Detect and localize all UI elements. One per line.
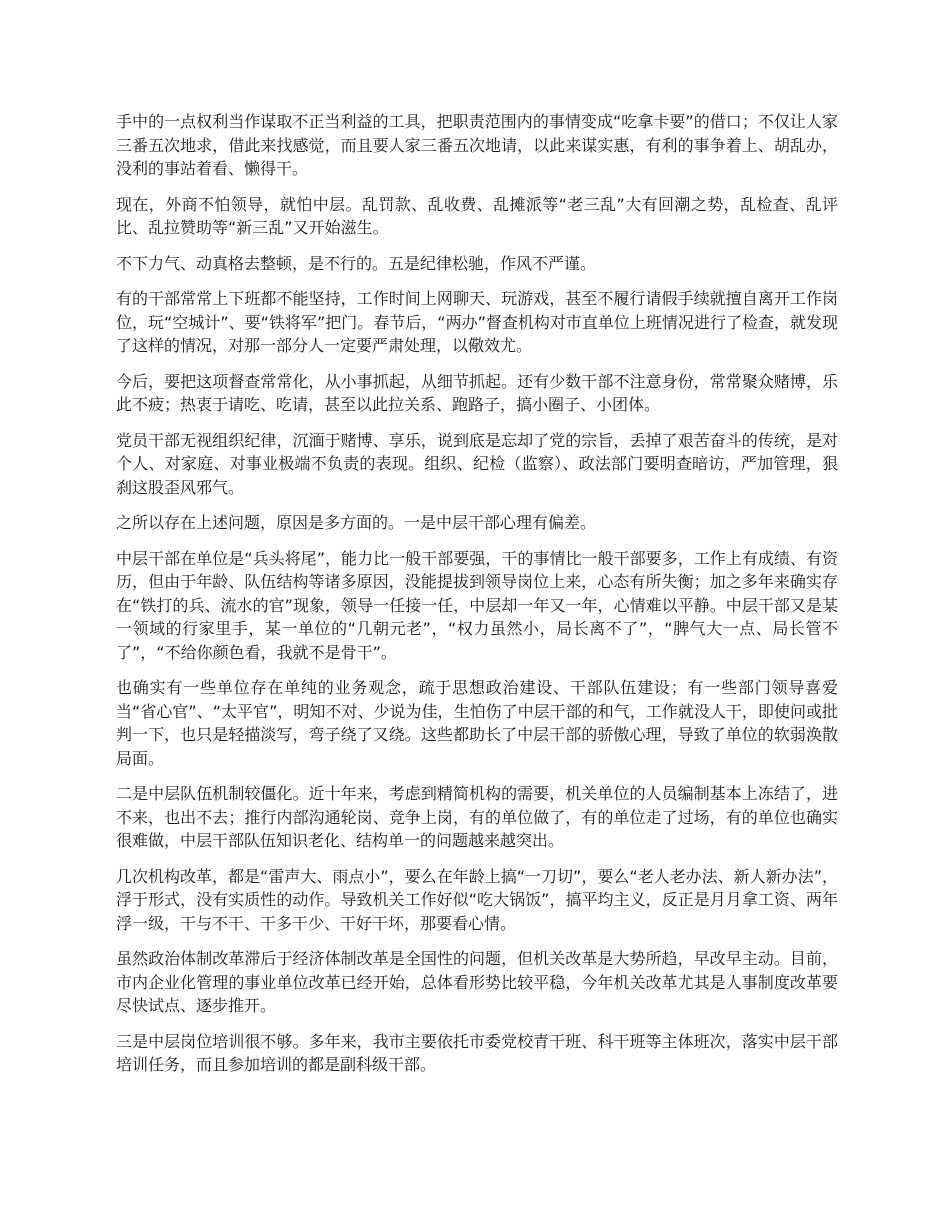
paragraph-1: 手中的一点权利当作谋取不正当利益的工具，把职责范围内的事情变成“吃拿卡要”的借口；不仅让人家三番五次地求，借此来找感觉，而且要人家三番五次地请，以此来谋实惠，有利的事争着上、胡乱办，没利的事站着看、懒得干。: [116, 112, 838, 178]
document-body: [116, 110, 838, 1089]
paragraph-5: 今后，要把这项督查常常化，从小事抓起，从细节抓起。还有少数干部不注意身份，常常聚众赌博，乐此不疲；热衷于请吃、吃请，甚至以此拉关系、跑路子，搞小圈子、小团体。: [116, 371, 838, 414]
paragraph-6: 党员干部无视组织纪律，沉湎于赌博、享乐，说到底是忘却了党的宗旨，丢掉了艰苦奋斗的传统，是对个人、对家庭、对事业极端不负责的表现。组织、纪检（监察）、政法部门要明查暗访，严加管理，狠刹这股歪风邪气。: [116, 430, 838, 497]
paragraph-10: 二是中层队伍机制较僵化。近十年来，考虑到精简机构的需要，机关单位的人员编制基本上冻结了，进不来，也出不去；推行内部沟通轮岗、竞争上岗，有的单位做了，有的单位走了过场，有的单位也确实很难做，中层干部队伍知识老化、结构单一的问题越来越突出。: [116, 784, 838, 850]
paragraph-7: 之所以存在上述问题，原因是多方面的。一是中层干部心理有偏差。: [116, 513, 597, 532]
paragraph-2: 现在，外商不怕领导，就怕中层。乱罚款、乱收费、乱摊派等“老三乱”大有回潮之势，乱检查、乱评比、乱拉赞助等“新三乱”又开始滋生。: [116, 194, 838, 237]
paragraph-4: 有的干部常常上下班都不能坚持，工作时间上网聊天、玩游戏，甚至不履行请假手续就擅自离开工作岗位，玩“空城计”、要“铁将军”把门。春节后，“两办”督查机构对市直单位上班情况进行了检查，就发现了这样的情况，对那一部分人一定要严肃处理，以儆效尤。: [116, 289, 838, 355]
paragraph-8: 中层干部在单位是“兵头将尾”，能力比一般干部要强，干的事情比一般干部要多，工作上有成绩、有资历，但由于年龄、队伍结构等诸多原因，没能提拔到领导岗位上来，心态有所失衡；加之多年来确实存在“铁打的兵、流水的官”现象，领导一任接一任，中层却一年又一年，心情难以平静。中层干部又是某一领域的行家里手，某一单位的“几朝元老”，“权力虽然小，局长离不了”，“脾气大一点、局长管不了”，“不给你颜色看，我就不是骨干”。: [116, 548, 838, 662]
paragraph-11: 几次机构改革，都是“雷声大、雨点小”，要么在年龄上搞“一刀切”，要么“老人老办法、新人新办法”，浮于形式，没有实质性的动作。导致机关工作好似“吃大锅饭”，搞平均主义，反正是月月拿工资、两年浮一级，干与不干、干多干少、干好干坏，那要看心情。: [116, 866, 838, 933]
paragraph-9: 也确实有一些单位存在单纯的业务观念，疏于思想政治建设、干部队伍建设；有一些部门领导喜爱当“省心官”、“太平官”，明知不对、少说为佳，生怕伤了中层干部的和气，工作就没人干，即使问或批判一下，也只是轻描淡写，弯子绕了又绕。这些都助长了中层干部的骄傲心理，导致了单位的软弱涣散局面。: [116, 678, 838, 768]
paragraph-12: 虽然政治体制改革滞后于经济体制改革是全国性的问题，但机关改革是大势所趋，早改早主动。目前，市内企业化管理的事业单位改革已经开始，总体看形势比较平稳，今年机关改革尤其是人事制度改革要尽快试点、逐步推开。: [116, 949, 838, 1015]
paragraph-3: 不下力气、动真格去整顿，是不行的。五是纪律松驰，作风不严谨。: [116, 253, 597, 273]
paragraph-13: 三是中层岗位培训很不够。多年来，我市主要依托市委党校青干班、科干班等主体班次，落实中层干部培训任务，而且参加培训的都是副科级干部。: [116, 1031, 838, 1074]
